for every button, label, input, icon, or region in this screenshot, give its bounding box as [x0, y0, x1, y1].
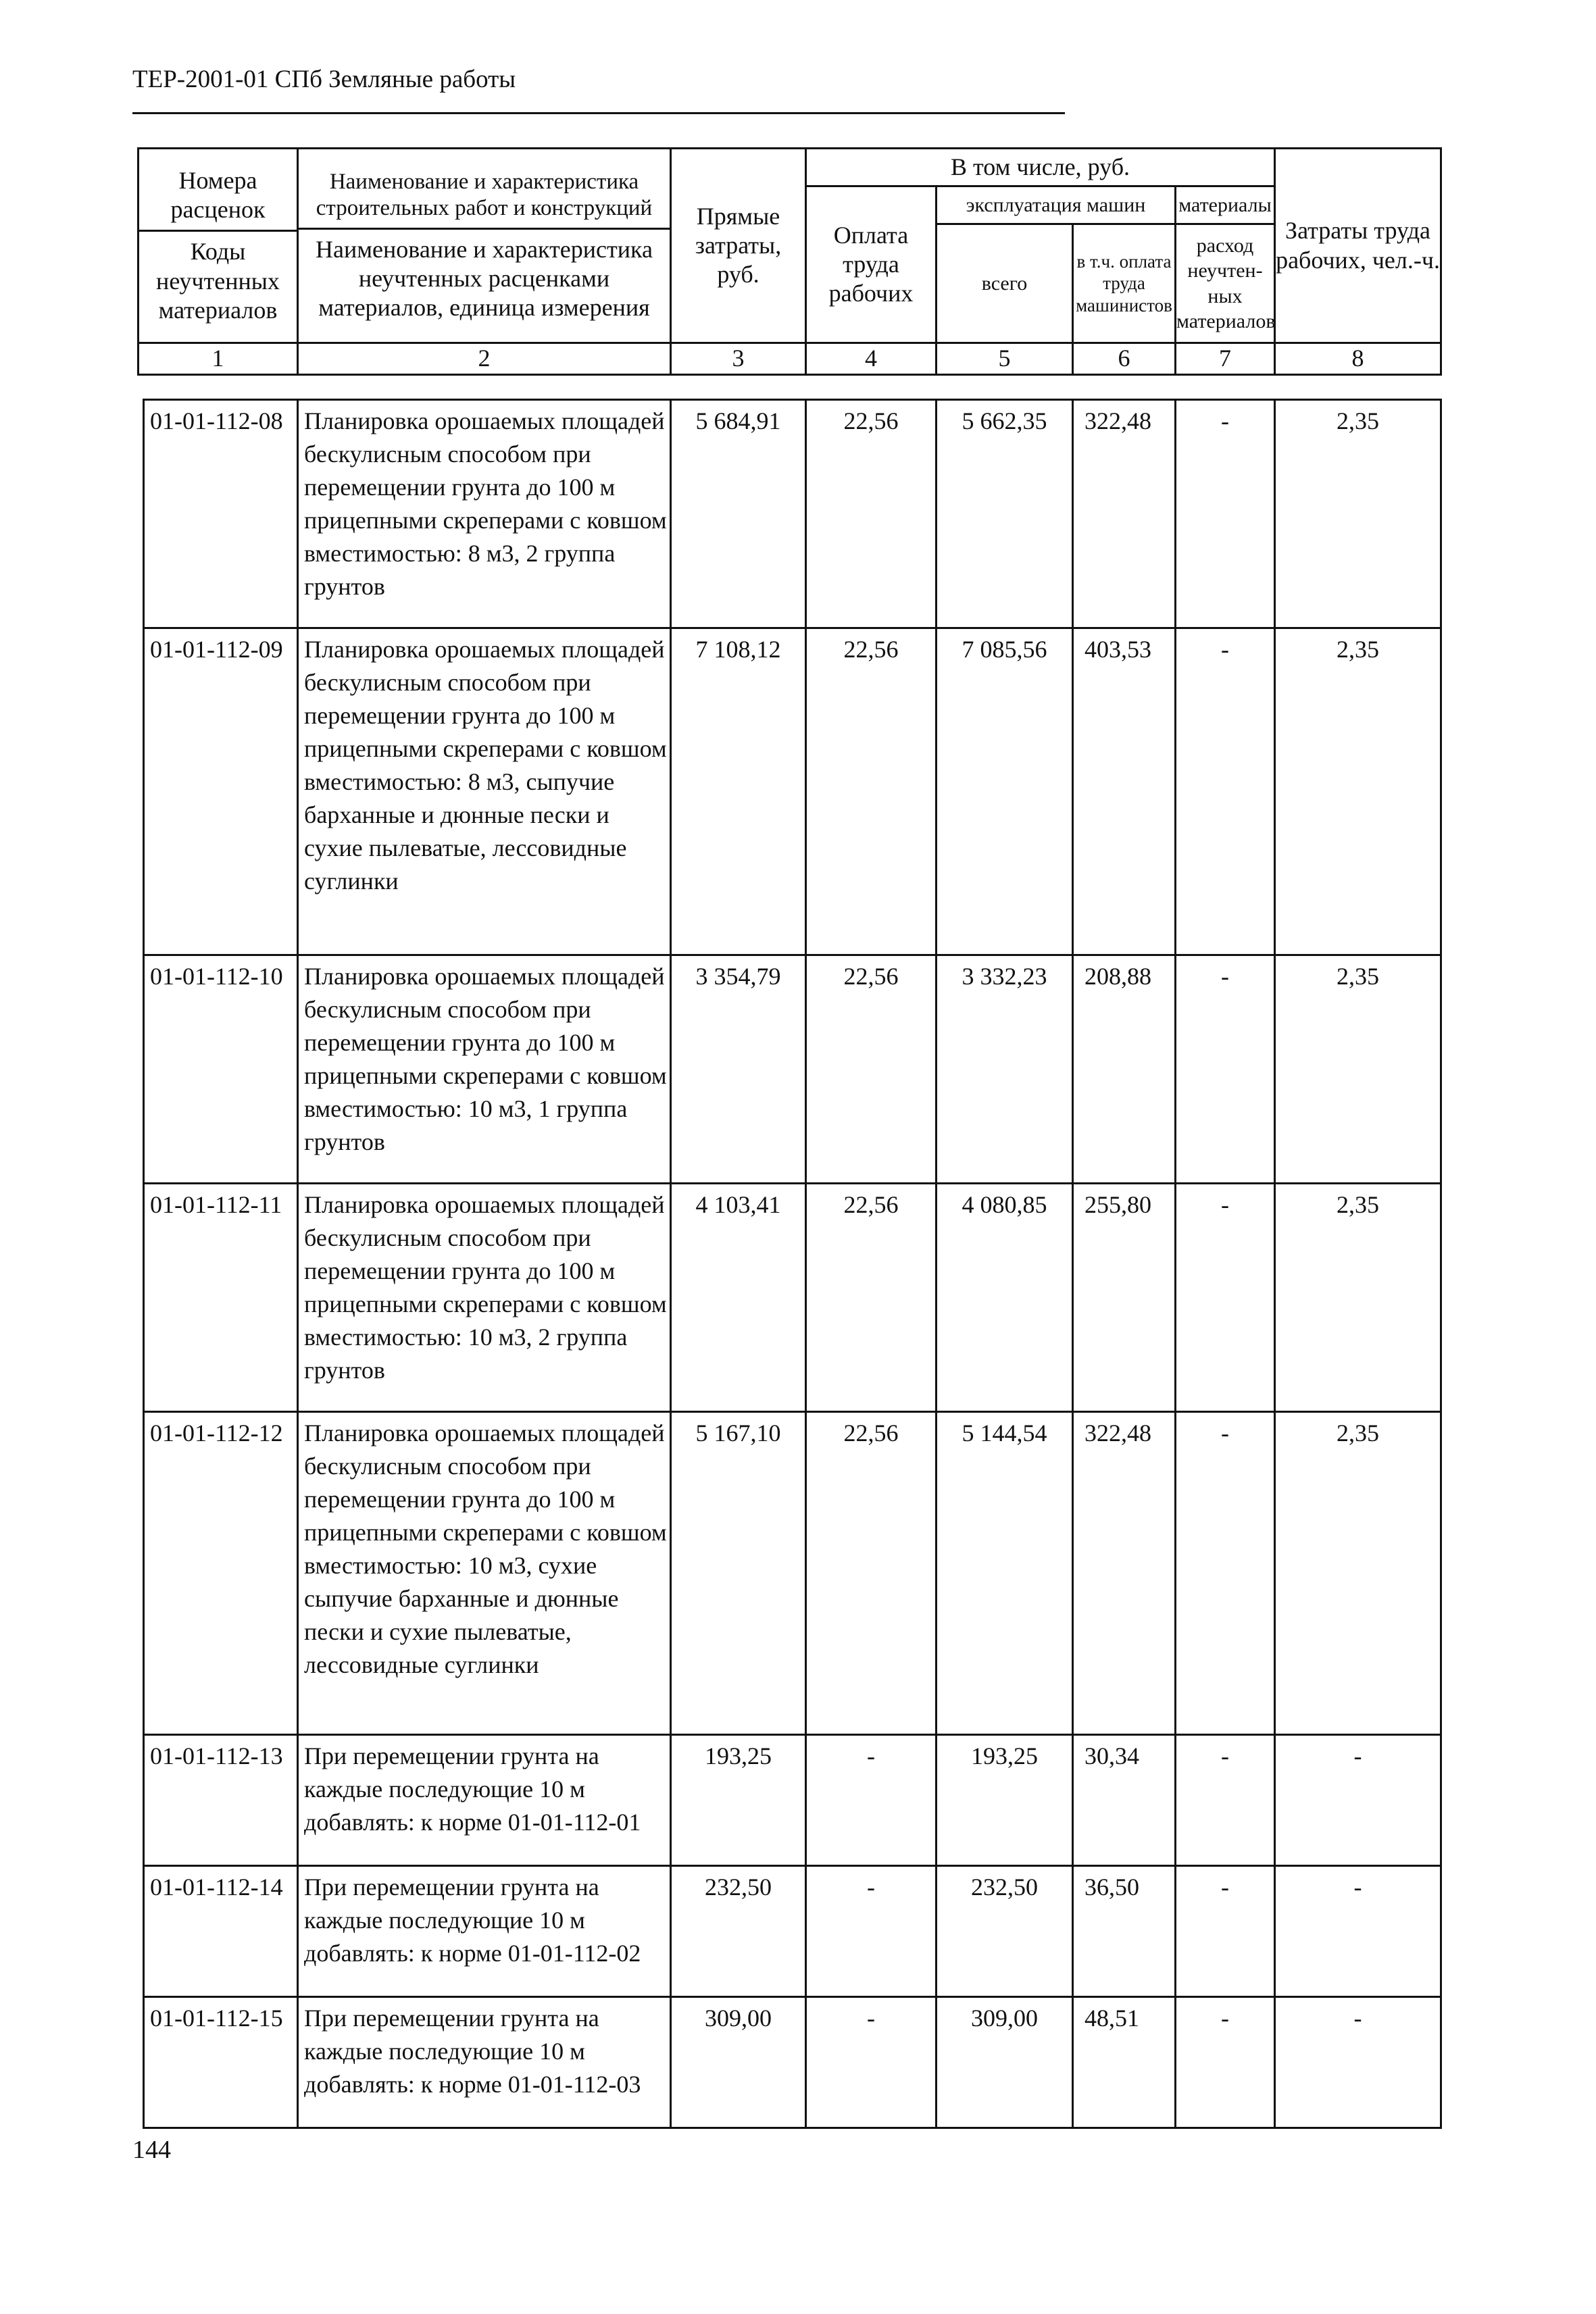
operators-wages: 48,51 — [1073, 1997, 1176, 2128]
header-col6: в т.ч. оплата труда машинистов — [1073, 224, 1176, 343]
labor-wages: 22,56 — [806, 1184, 937, 1412]
materials-consumption: - — [1176, 955, 1275, 1184]
rate-code: 01-01-112-15 — [144, 1997, 298, 2128]
labor-wages: 22,56 — [806, 955, 937, 1184]
header-materials-group: материалы — [1176, 186, 1275, 224]
header-num-8: 8 — [1275, 343, 1441, 375]
header-num-4: 4 — [806, 343, 937, 375]
labor-wages: - — [806, 1997, 937, 2128]
rate-code: 01-01-112-11 — [144, 1184, 298, 1412]
header-col1-bottom: Коды неучтенных материалов — [156, 238, 280, 324]
operators-wages: 322,48 — [1073, 1412, 1176, 1735]
labor-wages: 22,56 — [806, 1412, 937, 1735]
operators-wages: 322,48 — [1073, 400, 1176, 628]
rate-description: Планировка орошаемых площадей бескулисным способом при перемещении грунта до 100 м прицепными скреперами с ковшом вместимостью: 8 м3, 2 группа грунтов — [298, 400, 671, 628]
machines-total: 232,50 — [937, 1866, 1073, 1997]
table-row — [144, 1735, 1441, 1866]
rate-code: 01-01-112-12 — [144, 1412, 298, 1735]
materials-consumption: - — [1176, 1735, 1275, 1866]
rate-description: Планировка орошаемых площадей бескулисным способом при перемещении грунта до 100 м прицепными скреперами с ковшом вместимостью: 8 м3, сыпучие барханные и дюнные пески и сухие пылеватые, лессовидные суглинки — [298, 628, 671, 955]
rate-code: 01-01-112-13 — [144, 1735, 298, 1866]
machines-total: 4 080,85 — [937, 1184, 1073, 1412]
page-header: ТЕР-2001-01 СПб Земляные работы — [132, 66, 516, 93]
header-col2-top: Наименование и характеристика строительных работ и конструкций — [299, 166, 670, 230]
direct-costs: 7 108,12 — [671, 628, 806, 955]
materials-consumption: - — [1176, 1997, 1275, 2128]
materials-consumption: - — [1176, 628, 1275, 955]
labor-hours: - — [1275, 1866, 1441, 1997]
machines-total: 7 085,56 — [937, 628, 1073, 955]
rate-description: При перемещении грунта на каждые последующие 10 м добавлять: к норме 01-01-112-03 — [298, 1997, 671, 2128]
table-row — [144, 1184, 1441, 1412]
labor-wages: 22,56 — [806, 400, 937, 628]
header-col4: Оплата труда рабочих — [806, 186, 937, 343]
rate-description: При перемещении грунта на каждые последующие 10 м добавлять: к норме 01-01-112-01 — [298, 1735, 671, 1866]
table-row — [144, 1866, 1441, 1997]
operators-wages: 403,53 — [1073, 628, 1176, 955]
materials-consumption: - — [1176, 1412, 1275, 1735]
page-number: 144 — [132, 2136, 171, 2164]
rate-code: 01-01-112-14 — [144, 1866, 298, 1997]
operators-wages: 255,80 — [1073, 1184, 1176, 1412]
labor-wages: - — [806, 1866, 937, 1997]
header-machines-group: эксплуатация машин — [937, 186, 1176, 224]
operators-wages: 208,88 — [1073, 955, 1176, 1184]
header-num-1: 1 — [139, 343, 298, 375]
materials-consumption: - — [1176, 1184, 1275, 1412]
table-row — [144, 955, 1441, 1184]
header-incl-group: В том числе, руб. — [806, 149, 1275, 186]
table-header — [137, 147, 1442, 376]
labor-wages: 22,56 — [806, 628, 937, 955]
header-col2-bottom: Наименование и характеристика неучтенных расценками материалов, единица измерения — [316, 235, 653, 322]
table-row — [144, 628, 1441, 955]
labor-hours: 2,35 — [1275, 1184, 1441, 1412]
labor-hours: 2,35 — [1275, 400, 1441, 628]
direct-costs: 309,00 — [671, 1997, 806, 2128]
rate-code: 01-01-112-10 — [144, 955, 298, 1184]
header-num-5: 5 — [937, 343, 1073, 375]
header-num-3: 3 — [671, 343, 806, 375]
header-col8: Затраты труда рабочих, чел.-ч. — [1275, 149, 1441, 343]
rate-code: 01-01-112-09 — [144, 628, 298, 955]
header-num-6: 6 — [1073, 343, 1176, 375]
direct-costs: 4 103,41 — [671, 1184, 806, 1412]
header-num-2: 2 — [298, 343, 671, 375]
machines-total: 193,25 — [937, 1735, 1073, 1866]
direct-costs: 5 167,10 — [671, 1412, 806, 1735]
rates-table — [143, 399, 1442, 2129]
machines-total: 5 662,35 — [937, 400, 1073, 628]
header-rule — [132, 112, 1065, 114]
rate-code: 01-01-112-08 — [144, 400, 298, 628]
labor-hours: - — [1275, 1997, 1441, 2128]
operators-wages: 30,34 — [1073, 1735, 1176, 1866]
rate-description: При перемещении грунта на каждые последующие 10 м добавлять: к норме 01-01-112-02 — [298, 1866, 671, 1997]
rate-description: Планировка орошаемых площадей бескулисным способом при перемещении грунта до 100 м прицепными скреперами с ковшом вместимостью: 10 м3, сухие сыпучие барханные и дюнные пески и сухие пылеватые, лессовидные суглинки — [298, 1412, 671, 1735]
machines-total: 5 144,54 — [937, 1412, 1073, 1735]
header-col2 — [298, 149, 671, 343]
direct-costs: 5 684,91 — [671, 400, 806, 628]
rate-description: Планировка орошаемых площадей бескулисным способом при перемещении грунта до 100 м прицепными скреперами с ковшом вместимостью: 10 м3, 1 группа грунтов — [298, 955, 671, 1184]
operators-wages: 36,50 — [1073, 1866, 1176, 1997]
table-row — [144, 400, 1441, 628]
direct-costs: 193,25 — [671, 1735, 806, 1866]
materials-consumption: - — [1176, 400, 1275, 628]
header-col7: расход неучтен-ных материалов — [1176, 224, 1275, 343]
rate-description: Планировка орошаемых площадей бескулисным способом при перемещении грунта до 100 м прицепными скреперами с ковшом вместимостью: 10 м3, 2 группа грунтов — [298, 1184, 671, 1412]
machines-total: 3 332,23 — [937, 955, 1073, 1184]
header-col1-top: Номера расценок — [139, 164, 297, 232]
table-row — [144, 1412, 1441, 1735]
labor-wages: - — [806, 1735, 937, 1866]
labor-hours: 2,35 — [1275, 628, 1441, 955]
materials-consumption: - — [1176, 1866, 1275, 1997]
header-col5: всего — [937, 224, 1073, 343]
labor-hours: 2,35 — [1275, 955, 1441, 1184]
header-col1 — [139, 149, 298, 343]
header-num-7: 7 — [1176, 343, 1275, 375]
labor-hours: - — [1275, 1735, 1441, 1866]
direct-costs: 232,50 — [671, 1866, 806, 1997]
labor-hours: 2,35 — [1275, 1412, 1441, 1735]
header-col3: Прямые затраты, руб. — [671, 149, 806, 343]
table-row — [144, 1997, 1441, 2128]
direct-costs: 3 354,79 — [671, 955, 806, 1184]
machines-total: 309,00 — [937, 1997, 1073, 2128]
